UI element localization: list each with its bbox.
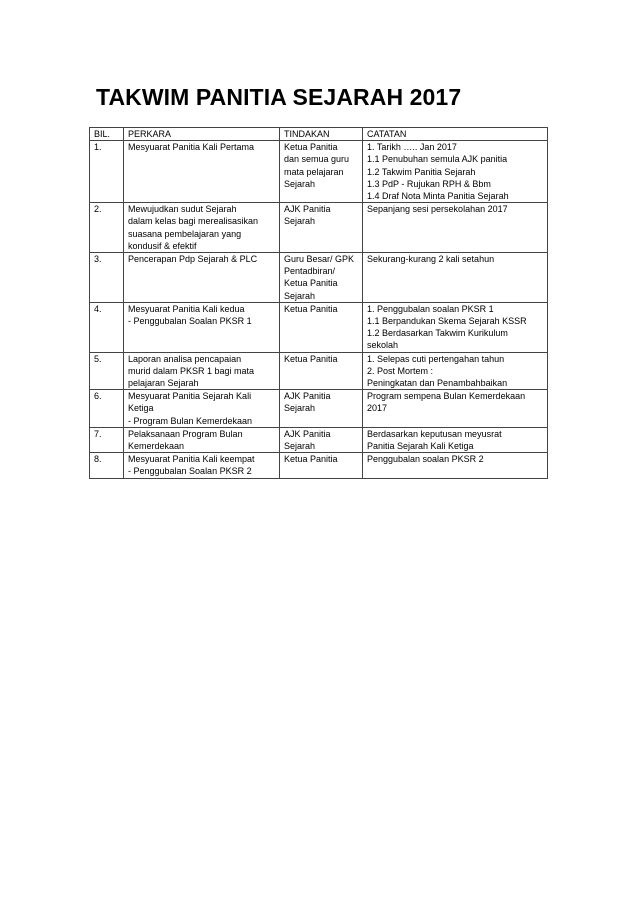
catatan-line: Penggubalan soalan PKSR 2 [367,454,484,465]
cell-bil: 7. [90,427,124,452]
table-row [90,302,548,352]
header-tindakan: TINDAKAN [280,128,363,141]
perkara-line: Mesyuarat Panitia Kali keempat [128,454,255,465]
perkara-line: Pelaksanaan Program Bulan [128,428,243,439]
takwim-table [89,127,548,479]
cell-catatan [363,302,548,352]
tindakan-line: Sejarah [284,441,316,452]
cell-tindakan [280,352,363,390]
catatan-line: 1. Penggubalan soalan PKSR 1 [367,303,494,314]
cell-tindakan [280,141,363,203]
tindakan-line: Ketua Panitia [284,142,338,153]
perkara-line: - Program Bulan Kemerdekaan [128,415,253,426]
tindakan-line: Sejarah [284,216,316,227]
perkara-line: Mesyuarat Panitia Kali Pertama [128,142,255,153]
tindakan-line: Ketua Panitia [284,454,338,465]
cell-catatan [363,141,548,203]
catatan-line: Panitia Sejarah Kali Ketiga [367,441,474,452]
cell-tindakan [280,453,363,478]
catatan-line: 1.3 PdP - Rujukan RPH & Bbm [367,178,491,189]
perkara-line: dalam kelas bagi merealisasikan [128,216,259,227]
cell-catatan [363,352,548,390]
cell-catatan [363,427,548,452]
catatan-line: Sekurang-kurang 2 kali setahun [367,254,495,265]
cell-tindakan [280,427,363,452]
cell-perkara [124,302,280,352]
catatan-line: 1.2 Berdasarkan Takwim Kurikulum [367,328,508,339]
cell-perkara [124,390,280,428]
table-row [90,203,548,253]
perkara-line: murid dalam PKSR 1 bagi mata [128,365,255,376]
perkara-line: Kemerdekaan [128,441,185,452]
perkara-line: Mesyuarat Panitia Sejarah Kali [128,391,252,402]
tindakan-line: Pentadbiran/ [284,266,336,277]
perkara-line: - Penggubalan Soalan PKSR 1 [128,316,252,327]
cell-catatan [363,203,548,253]
tindakan-line: Ketua Panitia [284,353,338,364]
perkara-line: Laporan analisa pencapaian [128,353,242,364]
catatan-line: 2017 [367,403,388,414]
catatan-line: Program sempena Bulan Kemerdekaan [367,391,526,402]
cell-perkara [124,453,280,478]
table-header-row [90,128,548,141]
cell-tindakan [280,390,363,428]
tindakan-line: Sejarah [284,290,316,301]
catatan-line: 1.4 Draf Nota Minta Panitia Sejarah [367,191,509,202]
perkara-line: - Penggubalan Soalan PKSR 2 [128,466,252,477]
perkara-line: suasana pembelajaran yang [128,228,242,239]
catatan-line: 1.2 Takwim Panitia Sejarah [367,166,476,177]
cell-bil: 6. [90,390,124,428]
catatan-line: 1.1 Berpandukan Skema Sejarah KSSR [367,316,527,327]
tindakan-line: AJK Panitia [284,391,331,402]
cell-bil: 4. [90,302,124,352]
tindakan-line: Ketua Panitia [284,278,338,289]
tindakan-line: AJK Panitia [284,428,331,439]
cell-perkara [124,253,280,303]
catatan-line: sekolah [367,340,399,351]
perkara-line: Ketiga [128,403,154,414]
cell-perkara [124,203,280,253]
table-row [90,352,548,390]
perkara-line: Mesyuarat Panitia Kali kedua [128,303,245,314]
cell-catatan [363,253,548,303]
tindakan-line: Sejarah [284,403,316,414]
header-perkara: PERKARA [124,128,280,141]
catatan-line: Peningkatan dan Penambahbaikan [367,378,508,389]
cell-bil: 8. [90,453,124,478]
cell-catatan [363,390,548,428]
tindakan-line: AJK Panitia [284,204,331,215]
table-body [90,141,548,478]
perkara-line: pelajaran Sejarah [128,378,199,389]
cell-perkara [124,352,280,390]
perkara-line: kondusif & efektif [128,240,197,251]
perkara-line: Mewujudkan sudut Sejarah [128,204,237,215]
perkara-line: Pencerapan Pdp Sejarah & PLC [128,254,258,265]
table-row [90,453,548,478]
cell-tindakan [280,302,363,352]
cell-bil: 5. [90,352,124,390]
catatan-line: 1.1 Penubuhan semula AJK panitia [367,154,508,165]
cell-tindakan [280,253,363,303]
page-title: TAKWIM PANITIA SEJARAH 2017 [96,84,462,110]
table-row [90,427,548,452]
table-row [90,253,548,303]
cell-bil: 1. [90,141,124,203]
table-row [90,141,548,203]
catatan-line: Sepanjang sesi persekolahan 2017 [367,204,508,215]
header-catatan: CATATAN [363,128,548,141]
cell-catatan [363,453,548,478]
table-row [90,390,548,428]
cell-tindakan [280,203,363,253]
tindakan-line: Sejarah [284,178,316,189]
cell-perkara [124,141,280,203]
header-bil: BIL. [90,128,124,141]
cell-bil: 2. [90,203,124,253]
catatan-line: 2. Post Mortem : [367,365,434,376]
catatan-line: Berdasarkan keputusan meyusrat [367,428,502,439]
tindakan-line: mata pelajaran [284,166,344,177]
catatan-line: 1. Selepas cuti pertengahan tahun [367,353,505,364]
cell-bil: 3. [90,253,124,303]
cell-perkara [124,427,280,452]
tindakan-line: dan semua guru [284,154,350,165]
catatan-line: 1. Tarikh ….. Jan 2017 [367,142,457,153]
tindakan-line: Guru Besar/ GPK [284,254,355,265]
tindakan-line: Ketua Panitia [284,303,338,314]
